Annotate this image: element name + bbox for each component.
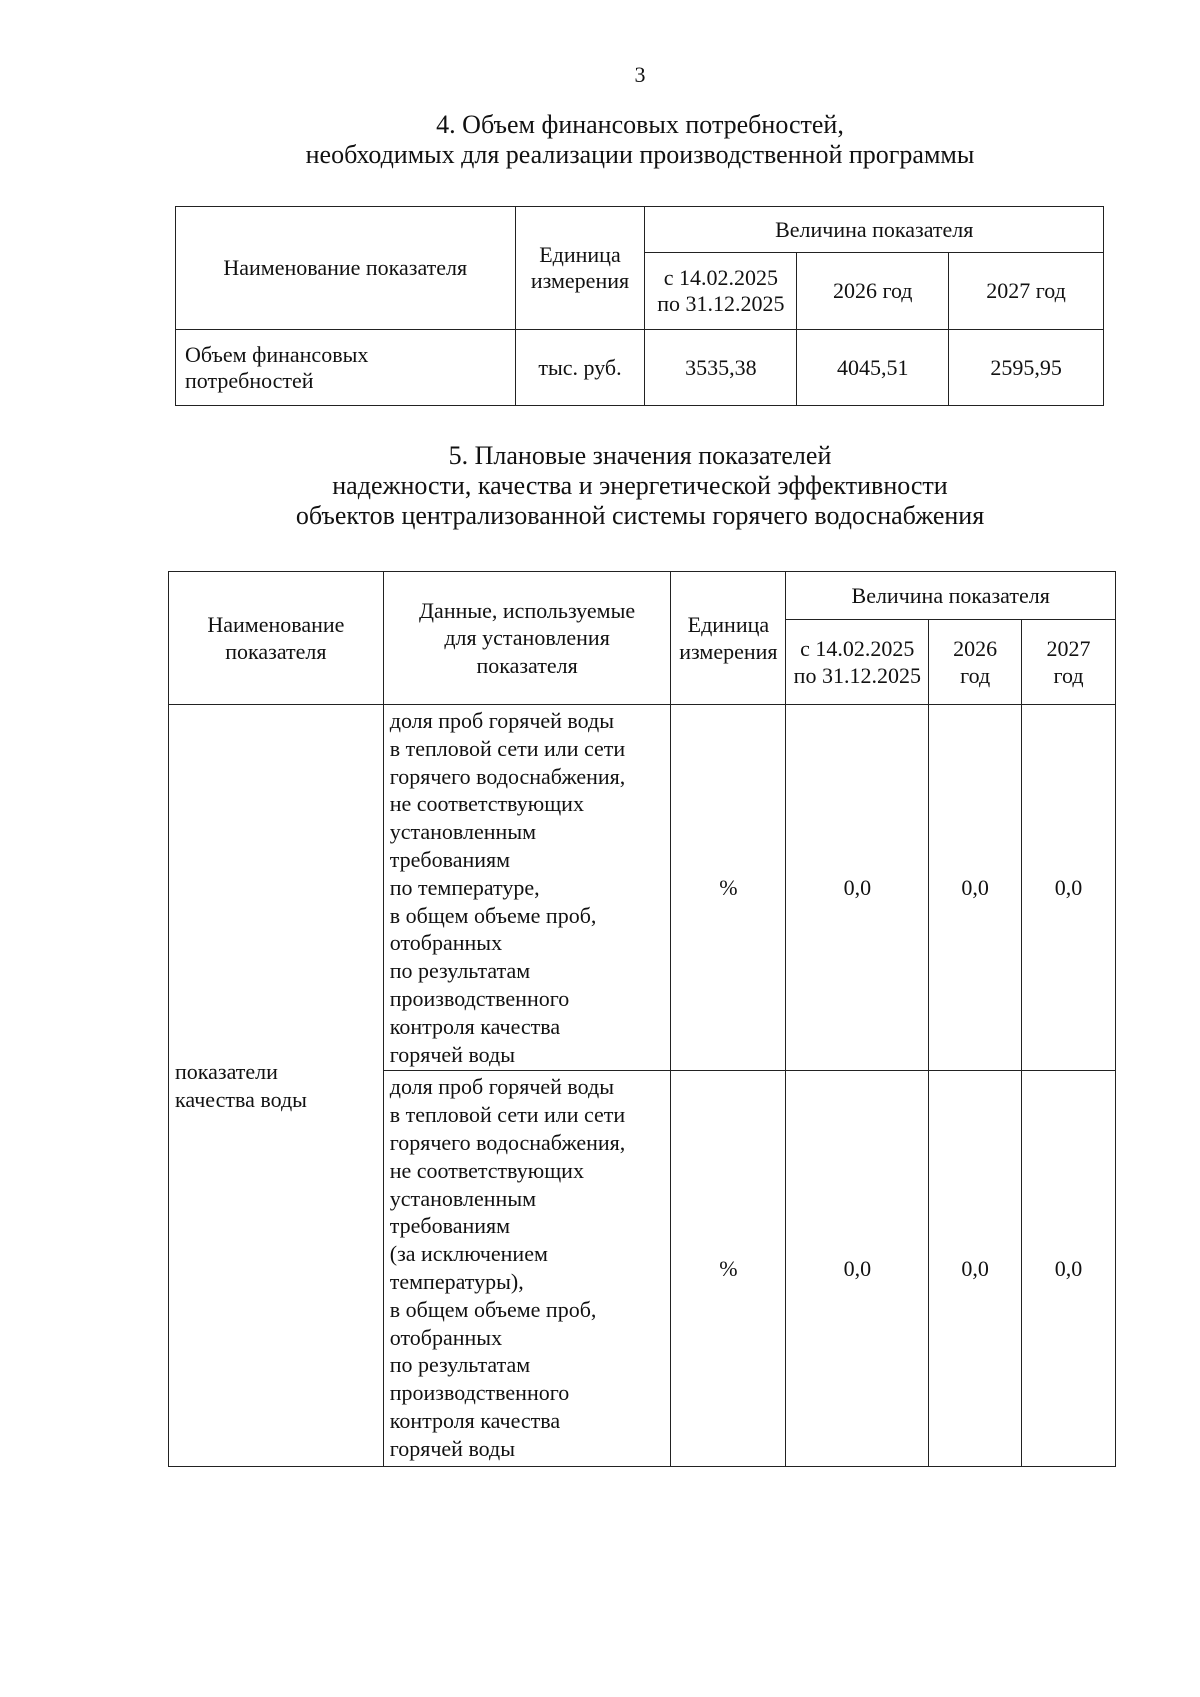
table-row bbox=[169, 705, 1116, 1071]
row-value-2027: 0,0 bbox=[1022, 1071, 1116, 1467]
page-number: 3 bbox=[634, 62, 646, 87]
row-data: доля проб горячей воды в тепловой сети или сети горячего водоснабжения, не соответствующих установленным требованиям по температуре, в общем объеме проб, отобранных по результатам производственного контроля качества горячей воды bbox=[383, 705, 671, 1071]
row-value-2027: 2595,95 bbox=[949, 330, 1104, 406]
row-value-2026: 0,0 bbox=[929, 1071, 1022, 1467]
row-unit: тыс. руб. bbox=[515, 330, 645, 406]
row-value-2027: 0,0 bbox=[1022, 705, 1116, 1071]
section-4-title-line: необходимых для реализации производственной программы bbox=[305, 140, 975, 169]
financial-needs-table bbox=[175, 206, 1104, 406]
header-period-2025: с 14.02.2025 по 31.12.2025 bbox=[786, 620, 929, 705]
section-4-title bbox=[170, 110, 1110, 170]
header-data: Данные, используемые для установления показателя bbox=[383, 572, 671, 705]
row-unit: % bbox=[671, 705, 786, 1071]
row-value-2025: 0,0 bbox=[786, 1071, 929, 1467]
row-data: доля проб горячей воды в тепловой сети или сети горячего водоснабжения, не соответствующих установленным требованиям (за исключением температуры), в общем объеме проб, отобранных по результатам производственного контроля качества горячей воды bbox=[383, 1071, 671, 1467]
row-value-2026: 4045,51 bbox=[797, 330, 949, 406]
section-5-title-line: надежности, качества и энергетической эффективности bbox=[332, 471, 948, 500]
header-period-2027: 2027 год bbox=[1022, 620, 1116, 705]
section-5-title-line: 5. Плановые значения показателей bbox=[448, 441, 832, 470]
section-5-title bbox=[170, 441, 1110, 531]
header-value-group: Величина показателя bbox=[645, 207, 1104, 253]
header-period-2026: 2026 год bbox=[797, 253, 949, 330]
group-name: показатели качества воды bbox=[169, 705, 384, 1467]
header-value-group: Величина показателя bbox=[786, 572, 1116, 620]
row-value-2026: 0,0 bbox=[929, 705, 1022, 1071]
row-name: Объем финансовых потребностей bbox=[176, 330, 516, 406]
header-period-2027: 2027 год bbox=[949, 253, 1104, 330]
row-unit: % bbox=[671, 1071, 786, 1467]
table-row bbox=[176, 330, 1104, 406]
header-name: Наименование показателя bbox=[176, 207, 516, 330]
row-value-2025: 3535,38 bbox=[645, 330, 797, 406]
header-unit: Единица измерения bbox=[671, 572, 786, 705]
header-period-2026: 2026 год bbox=[929, 620, 1022, 705]
header-name: Наименование показателя bbox=[169, 572, 384, 705]
section-5-title-line: объектов централизованной системы горячего водоснабжения bbox=[295, 501, 985, 530]
section-4-title-line: 4. Объем финансовых потребностей, bbox=[436, 110, 844, 139]
quality-indicators-table bbox=[168, 571, 1116, 1467]
header-period-2025: с 14.02.2025 по 31.12.2025 bbox=[645, 253, 797, 330]
header-unit: Единица измерения bbox=[515, 207, 645, 330]
row-value-2025: 0,0 bbox=[786, 705, 929, 1071]
